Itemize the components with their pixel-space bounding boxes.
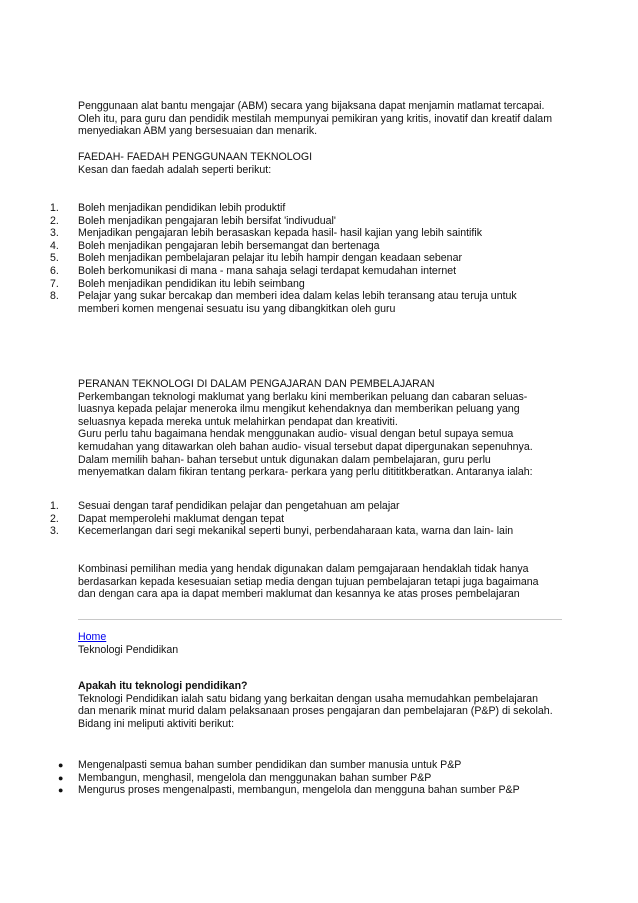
- peranan-line: menyematkan dalam fikiran tentang perkara- perkara yang perlu ditititkberatkan. Antaranya ialah:: [78, 466, 533, 479]
- item-number: 1.: [50, 500, 59, 512]
- peranan-line: kemudahan yang ditawarkan oleh bahan audio- visual tersebut dapat dipergunakan sepenuhnya.: [78, 440, 533, 453]
- peranan-line: Guru perlu tahu bagaimana hendak menggunakan audio- visual dengan betul supaya semua: [78, 428, 514, 441]
- faedah-heading: FAEDAH- FAEDAH PENGGUNAAN TEKNOLOGI: [78, 151, 313, 163]
- breadcrumb-current: Teknologi Pendidikan: [78, 643, 179, 656]
- item-text: Menjadikan pengajaran lebih berasaskan kepada hasil- hasil kajian yang lebih saintifik: [78, 227, 482, 240]
- aktiviti-list: [0, 759, 600, 797]
- bullet-icon: ●: [58, 772, 64, 783]
- list-item: [0, 240, 600, 253]
- closing-line: Kombinasi pemilihan media yang hendak digunakan dalam pemgajaraan hendaklah tidak hanya: [78, 563, 529, 575]
- item-number: 1.: [50, 202, 59, 214]
- item-number: 2.: [50, 214, 59, 227]
- peranan-list: [0, 500, 600, 538]
- peranan-section: [78, 378, 564, 479]
- list-item: [0, 227, 600, 240]
- item-number: 8.: [50, 290, 59, 303]
- list-item: [0, 525, 600, 538]
- list-item: [0, 513, 600, 526]
- intro-line: menyediakan ABM yang bersesuaian dan menarik.: [78, 125, 318, 138]
- list-item: [0, 500, 600, 513]
- item-text: Membangun, menghasil, mengelola dan menggunakan bahan sumber P&P: [78, 771, 432, 784]
- peranan-line: seluasnya kepada mereka untuk melahirkan pendapat dan kreativiti.: [78, 415, 398, 428]
- list-item: [0, 265, 600, 278]
- apakah-heading: Apakah itu teknologi pendidikan?: [78, 680, 248, 692]
- apakah-section: [78, 680, 564, 730]
- peranan-line: Dalam memilih bahan- bahan tersebut untuk digunakan dalam pembelajaran, guru perlu: [78, 453, 491, 466]
- intro-line: Oleh itu, para guru dan pendidik mestilah mempunyai pemikiran yang kritis, inovatif dan kreatif dalam: [78, 112, 553, 125]
- horizontal-divider: [78, 619, 562, 620]
- kombinasi-paragraph: [78, 563, 564, 601]
- intro-paragraph: [78, 100, 564, 138]
- bullet-icon: ●: [58, 785, 64, 796]
- breadcrumb: [78, 631, 564, 656]
- item-number: 4.: [50, 239, 59, 252]
- faedah-list: [0, 202, 600, 315]
- item-text: Dapat memperolehi maklumat dengan tepat: [78, 512, 285, 525]
- closing-line: dan dengan cara apa ia dapat memberi maklumat dan kesannya ke atas proses pembelajaran: [78, 588, 520, 601]
- item-text: Kecemerlangan dari segi mekanikal seperti bunyi, perbendaharaan kata, warna dan lain- lain: [78, 525, 514, 538]
- item-text: Sesuai dengan taraf pendidikan pelajar dan pengetahuan am pelajar: [78, 500, 400, 512]
- faedah-subheading: Kesan dan faedah adalah seperti berikut:: [78, 163, 272, 176]
- list-item: [0, 772, 600, 785]
- list-item: [0, 202, 600, 215]
- peranan-line: luasnya kepada pelajar meneroka ilmu mengikut kehendaknya dan memberikan peluang yang: [78, 403, 520, 416]
- item-number: 2.: [50, 512, 59, 525]
- list-item: [0, 759, 600, 772]
- item-text: Boleh menjadikan pengajaran lebih bersemangat dan bertenaga: [78, 239, 380, 252]
- list-item: [0, 215, 600, 228]
- item-number: 5.: [50, 252, 59, 265]
- item-number: 3.: [50, 227, 59, 240]
- item-text: Boleh menjadikan pendidikan itu lebih seimbang: [78, 277, 305, 290]
- item-text: Mengurus proses mengenalpasti, membangun, mengelola dan mengguna bahan sumber P&P: [78, 784, 520, 797]
- item-number: 6.: [50, 264, 59, 277]
- list-item: [0, 784, 600, 797]
- item-text: Boleh menjadikan pengajaran lebih bersifat 'indivudual': [78, 214, 336, 227]
- list-item: [0, 290, 600, 315]
- peranan-line: Perkembangan teknologi maklumat yang berlaku kini memberikan peluang dan cabaran seluas-: [78, 390, 528, 403]
- item-number: 3.: [50, 525, 59, 538]
- peranan-heading: PERANAN TEKNOLOGI DI DALAM PENGAJARAN DAN PEMBELAJARAN: [78, 378, 435, 390]
- item-text: Pelajar yang sukar bercakap dan memberi idea dalam kelas lebih teransang atau teruja untuk memberi komen mengenai sesuatu isu yang dibangkitkan oleh guru: [78, 290, 517, 315]
- bullet-icon: ●: [58, 760, 64, 770]
- item-text: Boleh menjadikan pembelajaran pelajar itu lebih hampir dengan keadaan sebenar: [78, 252, 462, 265]
- list-item: [0, 278, 600, 291]
- apakah-line: dan menarik minat murid dalam pelaksanaan proses pengajaran dan pembelajaran (P&P) di sekolah.: [78, 705, 553, 718]
- apakah-line: Bidang ini meliputi aktiviti berikut:: [78, 717, 235, 730]
- list-item: [0, 252, 600, 265]
- item-text: Mengenalpasti semua bahan sumber pendidikan dan sumber manusia untuk P&P: [78, 759, 462, 771]
- faedah-section-header: [78, 151, 564, 176]
- closing-line: berdasarkan kepada kesesuaian setiap media dengan tujuan pembelajaran tetapi juga bagaimana: [78, 575, 539, 588]
- item-number: 7.: [50, 277, 59, 290]
- apakah-line: Teknologi Pendidikan ialah satu bidang yang berkaitan dengan usaha memudahkan pembelajaran: [78, 692, 538, 705]
- intro-line: Penggunaan alat bantu mengajar (ABM) secara yang bijaksana dapat menjamin matlamat tercapai.: [78, 100, 545, 112]
- item-text: Boleh menjadikan pendidikan lebih produktif: [78, 202, 286, 214]
- home-link[interactable]: Home: [78, 631, 107, 643]
- item-text: Boleh berkomunikasi di mana - mana sahaja selagi terdapat kemudahan internet: [78, 264, 457, 277]
